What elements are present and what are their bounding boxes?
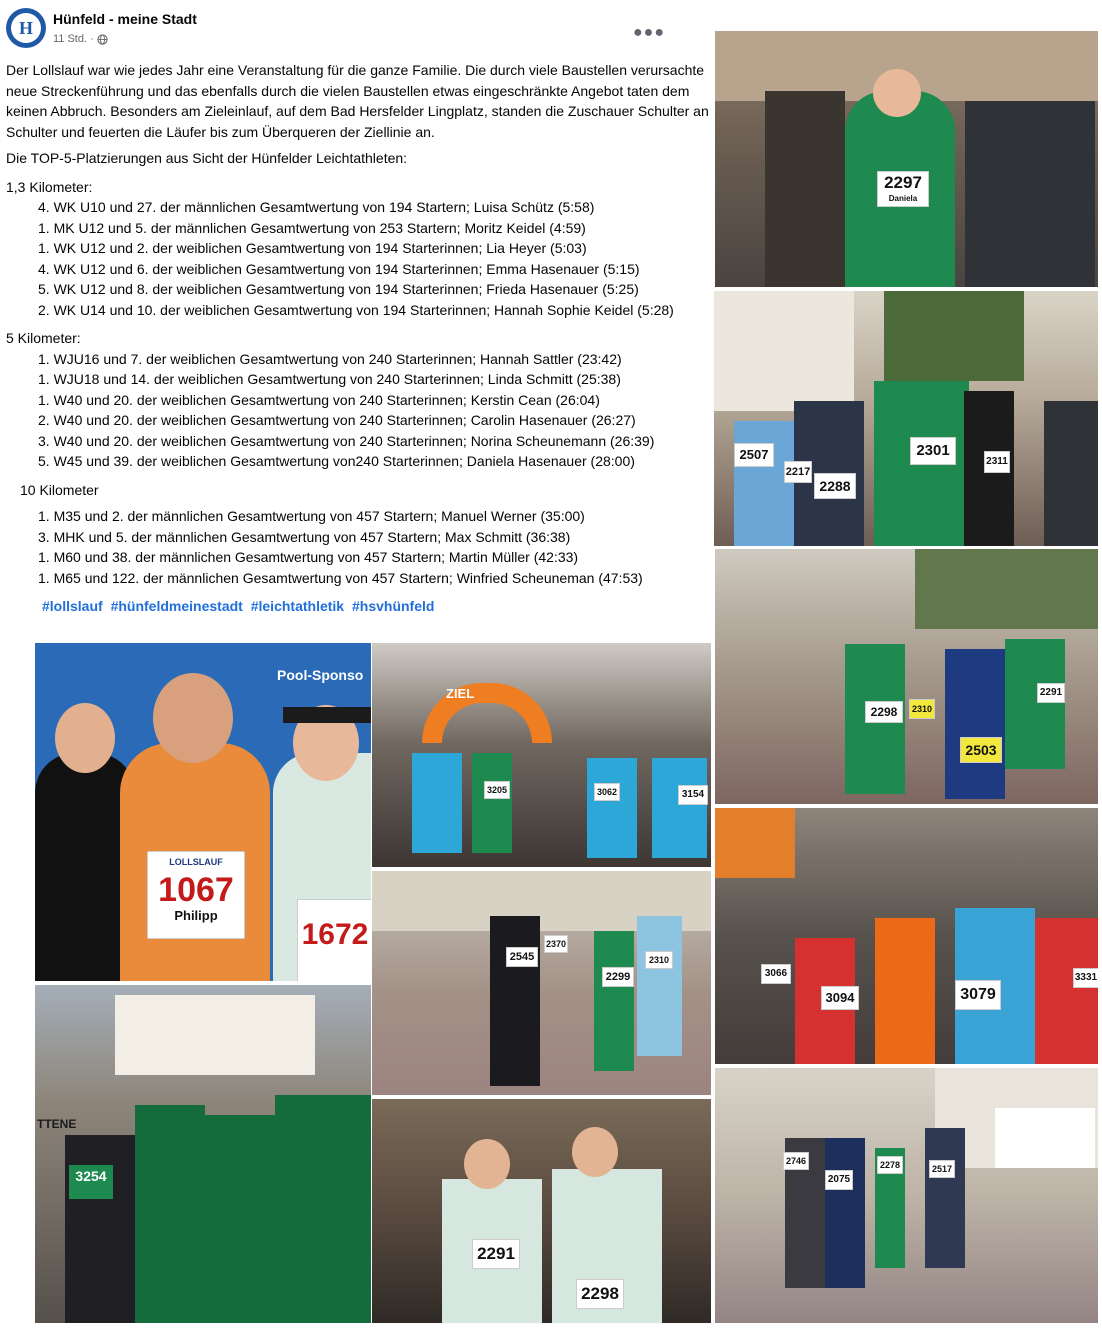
hashtag-link[interactable]: #hünfeldmeinestadt bbox=[110, 598, 243, 614]
race-bib: 3205 bbox=[484, 781, 510, 799]
photo-runners-street[interactable] bbox=[715, 1068, 1098, 1323]
race-bib: 3094 bbox=[821, 986, 859, 1010]
race-bib: 2311 bbox=[984, 451, 1010, 473]
race-bib: 2075 bbox=[825, 1170, 853, 1190]
list-item: 5. W45 und 39. der weiblichen Gesamtwertung von240 Starterinnen; Daniela Hasenauer (28:00) bbox=[38, 453, 635, 469]
race-bib: 2503 bbox=[960, 737, 1002, 763]
finish-arch-label: ZIEL bbox=[446, 686, 475, 701]
photo-winners-podium[interactable] bbox=[35, 643, 371, 981]
post-timestamp[interactable]: 11 Std. bbox=[53, 33, 88, 45]
list-item: 1. WJU18 und 14. der weiblichen Gesamtwertung von 240 Starterinnen; Linda Schmitt (25:38) bbox=[38, 371, 621, 387]
race-bib: 2517 bbox=[929, 1160, 955, 1178]
race-bib: 2301 bbox=[910, 437, 956, 465]
result-list bbox=[6, 197, 712, 320]
race-bib: 3062 bbox=[594, 783, 620, 801]
hashtag-link[interactable]: #leichtathletik bbox=[250, 598, 345, 614]
list-item: 2. W40 und 20. der weiblichen Gesamtwertung von 240 Starterinnen; Carolin Hasenauer (26:27) bbox=[38, 412, 636, 428]
post-intro: Der Lollslauf war wie jedes Jahr eine Veranstaltung für die ganze Familie. Die durch viele Baustellen verursachte neue Streckenführung und das ebenfalls durch die vielen Baustellen etwas eingeschränkte Angebot taten dem keinen Abbruch. Besonders am Zieleinlauf, auf dem Bad Hersfelder Lingplatz, standen die Zuschauer Schulter an Schulter und feuerten die Läufer bis zum Überqueren der Ziellinie an. bbox=[6, 62, 709, 140]
race-bib: 2746 bbox=[783, 1152, 809, 1170]
section-5km bbox=[6, 328, 712, 472]
list-item: 1. W40 und 20. der weiblichen Gesamtwertung von 240 Starterinnen; Kerstin Cean (26:04) bbox=[38, 391, 600, 408]
section-10km bbox=[6, 480, 712, 589]
more-horizontal-icon: ●●● bbox=[633, 24, 665, 41]
list-item: 5. WK U12 und 8. der weiblichen Gesamtwertung von 194 Starterinnen; Frieda Hasenauer (5:25) bbox=[38, 281, 639, 297]
race-bib: 3066 bbox=[761, 964, 791, 984]
list-item: 2. WK U14 und 10. der weiblichen Gesamtwertung von 194 Starterinnen; Hannah Sophie Keidel (5:28) bbox=[38, 301, 674, 318]
result-list bbox=[6, 349, 712, 472]
race-bib: 2299 bbox=[602, 967, 634, 987]
sponsor-banner: TTENE bbox=[37, 1117, 77, 1131]
race-bib: 2217 bbox=[784, 461, 812, 483]
list-item: 1. WK U12 und 2. der weiblichen Gesamtwertung von 194 Starterinnen; Lia Heyer (5:03) bbox=[38, 240, 587, 256]
page-avatar[interactable] bbox=[6, 8, 46, 48]
globe-icon bbox=[97, 34, 108, 45]
race-bib: 2310 bbox=[909, 699, 935, 719]
race-bib: 2288 bbox=[814, 473, 856, 499]
race-bib: 3079 bbox=[955, 980, 1001, 1010]
race-bib: 2297 Daniela bbox=[877, 171, 929, 207]
city-crest-icon: H bbox=[11, 13, 41, 43]
list-item: 3. W40 und 20. der weiblichen Gesamtwertung von 240 Starterinnen; Norina Scheunemann (26:39) bbox=[38, 432, 655, 449]
race-bib: 3154 bbox=[678, 785, 708, 805]
race-bib: 3331 bbox=[1073, 968, 1098, 988]
race-bib: 2278 bbox=[877, 1156, 903, 1174]
race-bib: 2310 bbox=[645, 951, 673, 969]
list-item: 1. MK U12 und 5. der männlichen Gesamtwertung von 253 Startern; Moritz Keidel (4:59) bbox=[38, 219, 586, 236]
section-heading: 10 Kilometer bbox=[20, 481, 99, 498]
photo-runners-road[interactable] bbox=[372, 871, 711, 1095]
race-bib: 2545 bbox=[506, 947, 538, 967]
race-bib: 2291 bbox=[472, 1239, 520, 1269]
race-bib: 2298 bbox=[865, 701, 903, 723]
list-item: 4. WK U12 und 6. der weiblichen Gesamtwertung von 194 Starterinnen; Emma Hasenauer (5:15) bbox=[38, 260, 640, 277]
race-bib: LOLLSLAUF 1067 Philipp bbox=[147, 851, 245, 939]
post-body bbox=[6, 60, 712, 617]
list-item: 1. WJU16 und 7. der weiblichen Gesamtwertung von 240 Starterinnen; Hannah Sattler (23:42) bbox=[38, 350, 622, 367]
list-item: 4. WK U10 und 27. der männlichen Gesamtwertung von 194 Startern; Luisa Schütz (5:58) bbox=[38, 199, 595, 215]
photo-runners-kids[interactable] bbox=[715, 808, 1098, 1064]
list-item: 3. MHK und 5. der männlichen Gesamtwertung von 457 Startern; Max Schmitt (36:38) bbox=[38, 528, 571, 545]
result-list bbox=[6, 506, 712, 588]
photo-runners-group-1[interactable] bbox=[714, 291, 1098, 546]
hashtag-link[interactable]: #lollslauf bbox=[42, 598, 103, 614]
post-header bbox=[6, 8, 706, 52]
sponsor-banner: Pool-Sponso bbox=[277, 667, 364, 683]
section-heading: 5 Kilometer: bbox=[6, 330, 81, 346]
race-bib: 2507 bbox=[734, 443, 774, 467]
post-meta: 11 Std. · bbox=[53, 33, 108, 45]
photo-team-group[interactable] bbox=[35, 985, 371, 1323]
race-bib: 3254 bbox=[69, 1165, 113, 1199]
photo-runner-2297[interactable] bbox=[715, 31, 1098, 287]
list-item: 1. M60 und 38. der männlichen Gesamtwertung von 457 Startern; Martin Müller (42:33) bbox=[38, 549, 579, 565]
hashtags bbox=[6, 596, 712, 617]
race-bib: 2291 bbox=[1037, 683, 1065, 703]
hashtag-link[interactable]: #hsvhünfeld bbox=[351, 598, 435, 614]
race-bib: 2298 bbox=[576, 1279, 624, 1309]
photo-finish-arch[interactable] bbox=[372, 643, 711, 867]
race-bib: 2370 bbox=[544, 935, 568, 953]
list-item: 1. M35 und 2. der männlichen Gesamtwertung von 457 Startern; Manuel Werner (35:00) bbox=[38, 508, 585, 524]
more-options-button[interactable] bbox=[634, 20, 664, 46]
photo-two-runners[interactable] bbox=[372, 1099, 711, 1323]
section-heading: 1,3 Kilometer: bbox=[6, 178, 93, 195]
photo-runners-group-2[interactable] bbox=[715, 549, 1098, 804]
section-1-3km bbox=[6, 177, 712, 321]
top5-heading: Die TOP-5-Platzierungen aus Sicht der Hünfelder Leichtathleten: bbox=[6, 150, 408, 166]
race-bib: 1672 bbox=[297, 899, 371, 981]
page-name[interactable]: Hünfeld - meine Stadt bbox=[53, 11, 197, 27]
list-item: 1. M65 und 122. der männlichen Gesamtwertung von 457 Startern; Winfried Scheuneman (47:53) bbox=[38, 569, 643, 586]
